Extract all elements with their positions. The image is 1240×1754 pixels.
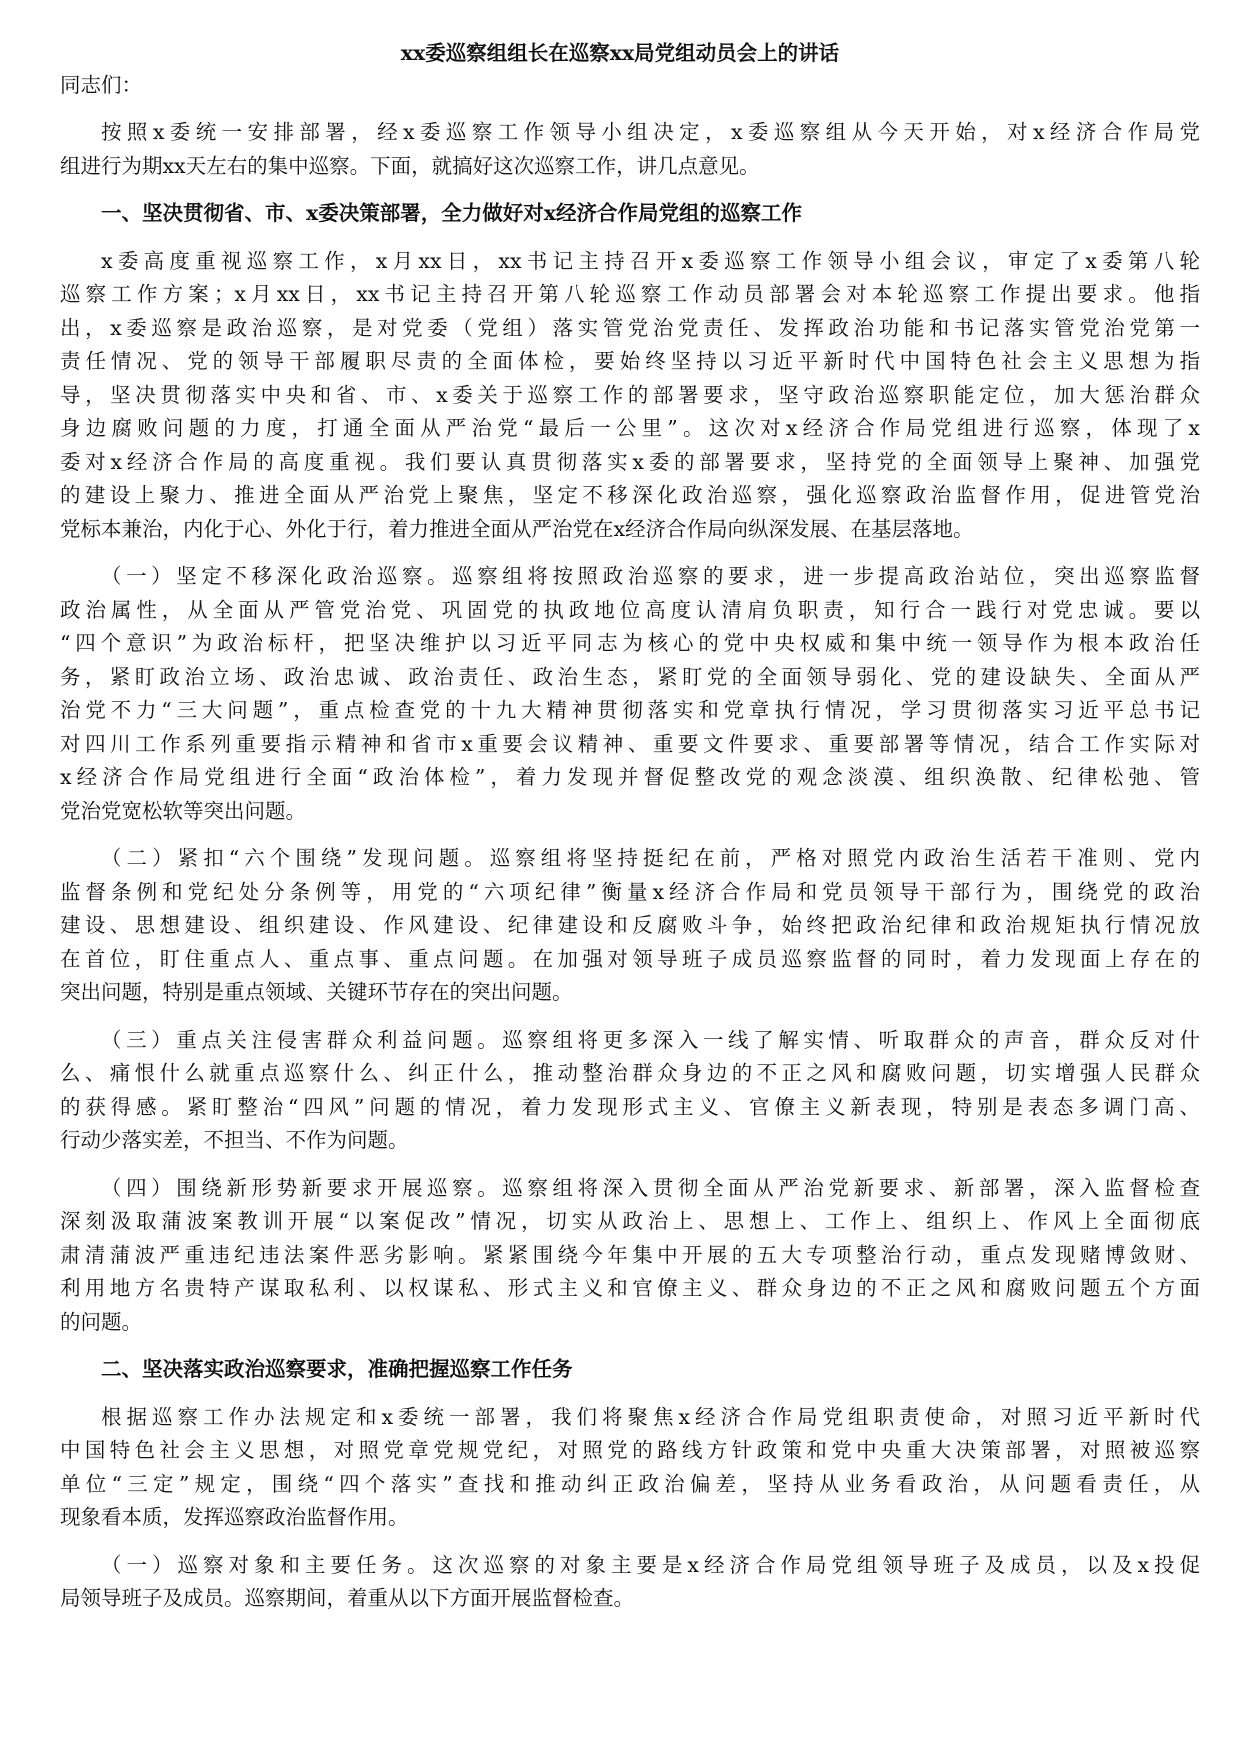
text-line: 组进行为期xx天左右的集中巡察。下面，就搞好这次巡察工作，讲几点意见。 <box>60 153 760 178</box>
text-line: 监督条例和党纪处分条例等，用党的“六项纪律”衡量x经济合作局和党员领导干部行为，围绕党的政治 <box>60 879 1200 904</box>
body-paragraph <box>60 245 1200 547</box>
section-heading <box>60 197 1200 231</box>
text-line: 身边腐败问题的力度，打通全面从严治党“最后一公里”。这次对x经济合作局党组进行巡察，体现了x <box>60 416 1200 440</box>
text-line: 的问题。 <box>60 1309 142 1334</box>
text-line: （一）坚定不移深化政治巡察。巡察组将按照政治巡察的要求，进一步提高政治站位，突出巡察监督 <box>101 564 1200 588</box>
body-paragraph <box>60 560 1200 828</box>
text-line: 的获得感。紧盯整治“四风”问题的情况，着力发现形式主义、官僚主义新表现，特别是表态多调门高、 <box>60 1094 1200 1119</box>
text-line: 肃清蒲波严重违纪违法案件恶劣影响。紧紧围绕今年集中开展的五大专项整治行动，重点发现赌博敛财、 <box>60 1242 1200 1267</box>
text-line: 深刻汲取蒲波案教训开展“以案促改”情况，切实从政治上、思想上、工作上、组织上、作风上全面彻底 <box>60 1209 1200 1233</box>
body-paragraph <box>60 1549 1200 1616</box>
body-paragraph <box>60 116 1200 183</box>
text-line: 行动少落实差，不担当、不作为问题。 <box>60 1128 409 1152</box>
text-line: 单位“三定”规定，围绕“四个落实”查找和推动纠正政治偏差，坚持从业务看政治，从问题看责任，从 <box>60 1471 1200 1496</box>
salutation: 同志们： <box>60 73 142 97</box>
text-line: 利用地方名贵特产谋取私利、以权谋私、形式主义和官僚主义、群众身边的不正之风和腐败问题五个方面 <box>60 1276 1200 1300</box>
text-line: 二、坚决落实政治巡察要求，准确把握巡察工作任务 <box>101 1357 573 1381</box>
text-line: 务，紧盯政治立场、政治忠诚、政治责任、政治生态，紧盯党的全面领导弱化、党的建设缺失、全面从严 <box>60 664 1200 689</box>
text-line: 党治党宽松软等突出问题。 <box>60 798 306 823</box>
text-line: 的建设上聚力、推进全面从严治党上聚焦，坚定不移深化政治巡察，强化巡察政治监督作用，促进管党治 <box>60 483 1200 507</box>
text-line: （三）重点关注侵害群众利益问题。巡察组将更多深入一线了解实情、听取群众的声音，群众反对什 <box>101 1027 1200 1052</box>
text-line: 突出问题，特别是重点领域、关键环节存在的突出问题。 <box>60 980 573 1004</box>
text-line: 中国特色社会主义思想，对照党章党规党纪，对照党的路线方针政策和党中央重大决策部署，对照被巡察 <box>60 1438 1200 1462</box>
body-paragraph <box>60 1401 1200 1535</box>
text-line: 出，x委巡察是政治巡察，是对党委（党组）落实管党治党责任、发挥政治功能和书记落实管党治党第一 <box>60 315 1200 340</box>
text-line: 委对x经济合作局的高度重视。我们要认真贯彻落实x委的部署要求，坚持党的全面领导上聚神、加强党 <box>60 449 1200 474</box>
text-line: 么、痛恨什么就重点巡察什么、纠正什么，推动整治群众身边的不正之风和腐败问题，切实增强人民群众 <box>60 1061 1200 1085</box>
text-line: 建设、思想建设、组织建设、作风建设、纪律建设和反腐败斗争，始终把政治纪律和政治规矩执行情况放 <box>60 913 1200 937</box>
text-line: （四）围绕新形势新要求开展巡察。巡察组将深入贯彻全面从严治党新要求、新部署，深入监督检查 <box>101 1175 1200 1200</box>
body-paragraph <box>60 1172 1200 1340</box>
text-line: 根据巡察工作办法规定和x委统一部署，我们将聚焦x经济合作局党组职责使命，对照习近平新时代 <box>101 1404 1200 1429</box>
body-paragraph <box>60 1024 1200 1158</box>
text-line: （二）紧扣“六个围绕”发现问题。巡察组将坚持挺纪在前，严格对照党内政治生活若干准则、党内 <box>101 846 1200 870</box>
text-line: 一、坚决贯彻省、市、x委决策部署，全力做好对x经济合作局党组的巡察工作 <box>101 201 802 225</box>
document-body <box>60 116 1200 1630</box>
text-line: x委高度重视巡察工作，x月xx日，xx书记主持召开x委巡察工作领导小组会议，审定了x委第八轮 <box>101 248 1200 273</box>
text-line: 政治属性，从全面从严管党治党、巩固党的执政地位高度认清肩负职责，知行合一践行对党忠诚。要以 <box>60 597 1200 622</box>
body-paragraph <box>60 842 1200 1010</box>
text-line: 导，坚决贯彻落实中央和省、市、x委关于巡察工作的部署要求，坚守政治巡察职能定位，加大惩治群众 <box>60 382 1200 407</box>
text-line: （一）巡察对象和主要任务。这次巡察的对象主要是x经济合作局党组领导班子及成员，以及x投促 <box>101 1552 1200 1577</box>
text-line: “四个意识”为政治标杆，把坚决维护以习近平同志为核心的党中央权威和集中统一领导作为根本政治任 <box>60 631 1200 655</box>
text-line: 治党不力“三大问题”，重点检查党的十九大精神贯彻落实和党章执行情况，学习贯彻落实习近平总书记 <box>60 698 1200 722</box>
text-line: 对四川工作系列重要指示精神和省市x重要会议精神、重要文件要求、重要部署等情况，结合工作实际对 <box>60 731 1200 756</box>
text-line: x经济合作局党组进行全面“政治体检”，着力发现并督促整改党的观念淡漠、组织涣散、纪律松弛、管 <box>60 765 1200 789</box>
section-heading <box>60 1353 1200 1387</box>
text-line: 按照x委统一安排部署，经x委巡察工作领导小组决定，x委巡察组从今天开始，对x经济合作局党 <box>101 120 1200 144</box>
text-line: 巡察工作方案；x月xx日，xx书记主持召开第八轮巡察工作动员部署会对本轮巡察工作提出要求。他指 <box>60 282 1200 306</box>
text-line: 局领导班子及成员。巡察期间，着重从以下方面开展监督检查。 <box>60 1586 634 1610</box>
document-title: xx委巡察组组长在巡察xx局党组动员会上的讲话 <box>400 41 840 65</box>
text-line: 现象看本质，发挥巡察政治监督作用。 <box>60 1505 409 1529</box>
text-line: 在首位，盯住重点人、重点事、重点问题。在加强对领导班子成员巡察监督的同时，着力发现面上存在的 <box>60 946 1200 971</box>
text-line: 责任情况、党的领导干部履职尽责的全面体检，要始终坚持以习近平新时代中国特色社会主义思想为指 <box>60 349 1200 373</box>
text-line: 党标本兼治，内化于心、外化于行，着力推进全面从严治党在x经济合作局向纵深发展、在基层落地。 <box>60 516 974 541</box>
